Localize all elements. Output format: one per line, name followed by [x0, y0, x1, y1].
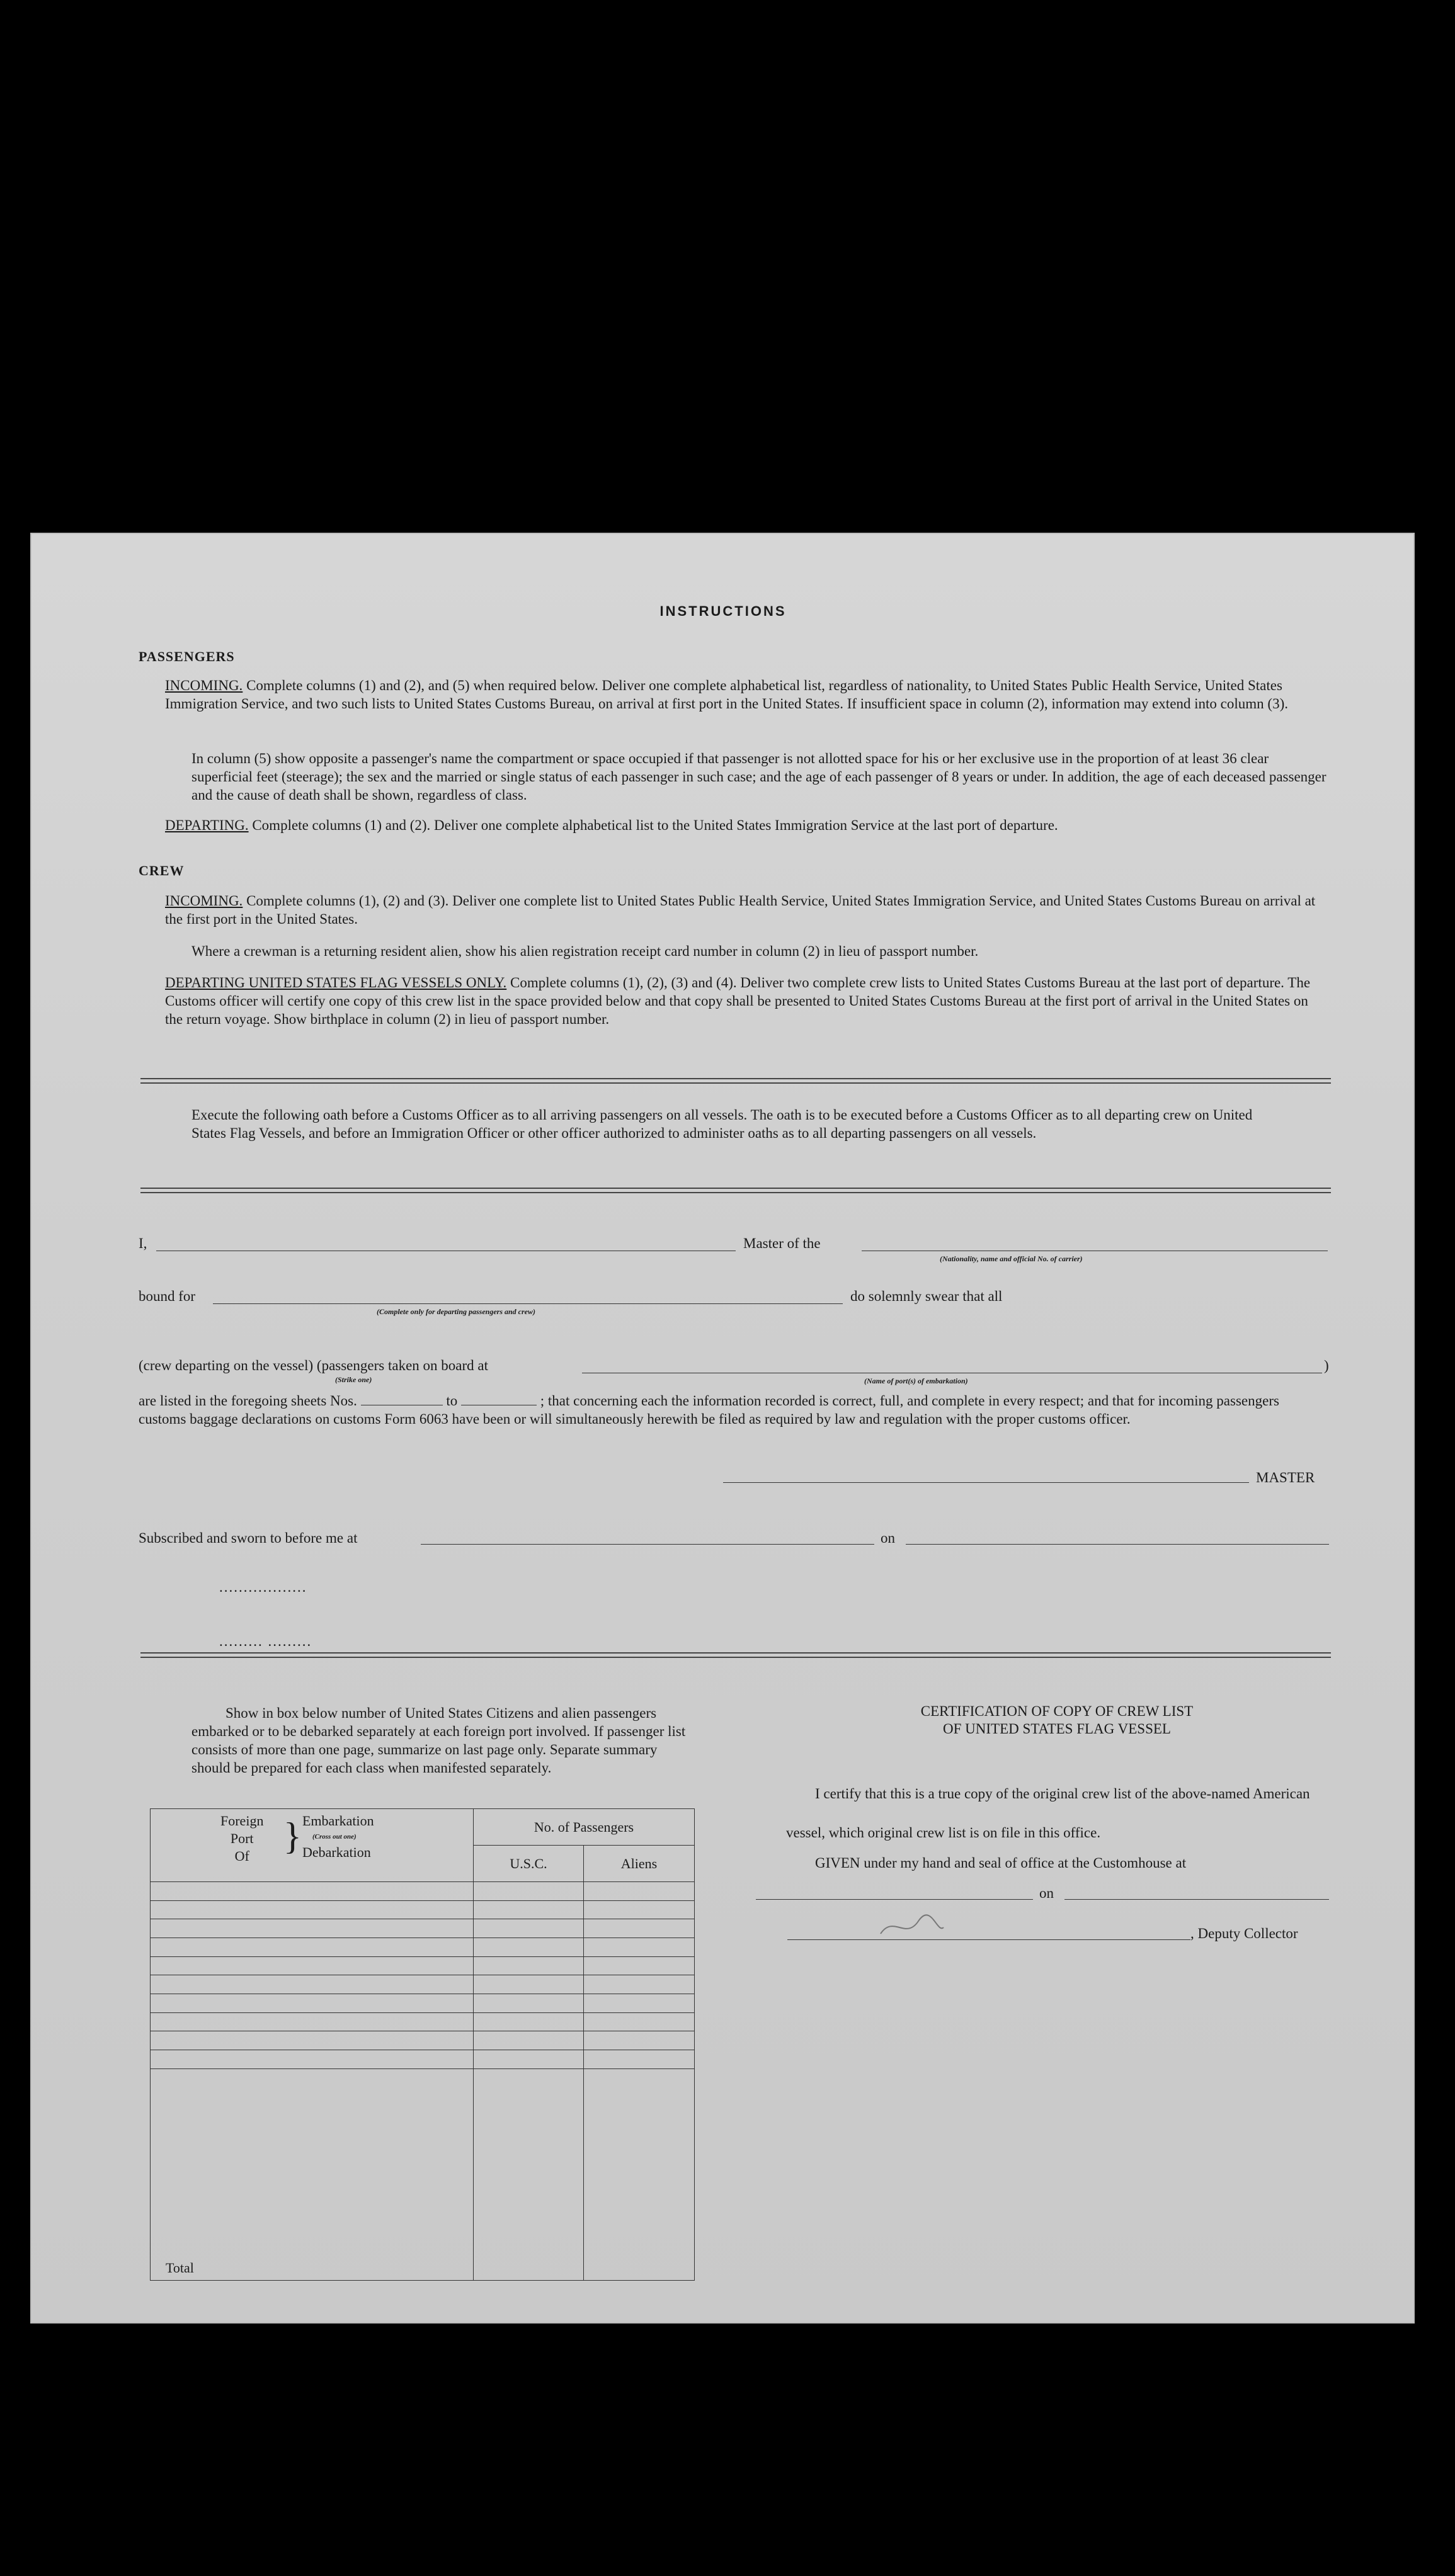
strike-note: (Strike one)	[335, 1375, 372, 1384]
port-cell[interactable]	[151, 2050, 474, 2069]
port-note: (Name of port(s) of embarkation)	[864, 1376, 968, 1385]
listed-text-b: ; that concerning each the information recorded is correct, full, and complete in every respect; and that for incoming passengers customs baggage declarations on customs Form 6063 have been or will simultaneously herewith be filed as required by law and regulation with the proper customs officer.	[139, 1393, 1279, 1427]
usc-cell[interactable]	[474, 1900, 584, 1919]
embarkation-label: Embarkation	[302, 1813, 374, 1829]
listed-text-a: are listed in the foregoing sheets Nos.	[139, 1393, 357, 1409]
certification-on-label: on	[1039, 1885, 1054, 1901]
passengers-departing-paragraph	[165, 816, 1327, 834]
aliens-cell[interactable]	[584, 1938, 695, 1957]
port-cell[interactable]	[151, 1882, 474, 1901]
port-cell[interactable]	[151, 1956, 474, 1975]
passengers-incoming-label: INCOMING.	[165, 678, 243, 693]
usc-cell[interactable]	[474, 2050, 584, 2069]
oath-instruction: Execute the following oath before a Customs Officer as to all arriving passengers on all vessels. The oath is to be executed before a Customs Officer as to all departing crew on United States Flag Vessels, and before an Immigration Officer or other officer authorized to administer oaths as to all departing passengers on all vessels.	[191, 1107, 1253, 1141]
cross-out-note: (Cross out one)	[312, 1833, 357, 1841]
port-header-cell	[151, 1809, 474, 1882]
crew-flag-paragraph	[165, 973, 1327, 1028]
aliens-cell[interactable]	[584, 2012, 695, 2031]
certify-text: I certify that this is a true copy of the original crew list of the above-named American vessel, which original crew list is on file in this office.	[786, 1786, 1310, 1841]
port-cell[interactable]	[151, 1919, 474, 1938]
usc-cell[interactable]	[474, 2012, 584, 2031]
crew-incoming-label: INCOMING.	[165, 893, 243, 909]
bound-for-field[interactable]	[213, 1303, 843, 1304]
box-instructions: Show in box below number of United States Citizens and alien passengers embarked or to be debarked separately at each foreign port involved. If passenger list consists of more than one page, summarize on last page only. Separate summary should be prepared for each class when manifested separately.	[191, 1705, 686, 1776]
certification-title-line1: CERTIFICATION OF COPY OF CREW LIST	[920, 1703, 1194, 1719]
crew-incoming-paragraph	[165, 892, 1327, 928]
usc-cell[interactable]	[474, 1919, 584, 1938]
usc-cell[interactable]	[474, 1882, 584, 1901]
nationality-note: (Nationality, name and official No. of carrier)	[940, 1254, 1083, 1263]
passengers-departing-text: Complete columns (1) and (2). Deliver one complete alphabetical list to the United States Immigration Service at the last port of departure.	[252, 817, 1058, 833]
master-label: MASTER	[1256, 1470, 1315, 1485]
debarkation-label: Debarkation	[302, 1844, 371, 1860]
divider-2	[140, 1188, 1331, 1193]
sworn-place-field[interactable]	[421, 1544, 874, 1545]
oath-i-label: I,	[139, 1235, 147, 1251]
table-row	[151, 1956, 695, 1975]
port-cell[interactable]	[151, 2012, 474, 2031]
table-row	[151, 2031, 695, 2050]
usc-cell[interactable]	[474, 1975, 584, 1994]
port-cell[interactable]	[151, 1900, 474, 1919]
certification-date-field[interactable]	[1064, 1899, 1329, 1900]
table-row	[151, 1975, 695, 1994]
port-cell[interactable]	[151, 1994, 474, 2013]
total-aliens-cell[interactable]	[584, 2068, 695, 2280]
crew-heading: CREW	[139, 863, 185, 878]
crew-flag-text: Complete columns (1), (2), (3) and (4). Deliver two complete crew lists to United States Customs Bureau at the last port of departure. The Customs officer will certify one copy of this crew list in the space provided below and that copy shall be presented to United States Customs Bureau at the first port of arrival in the United States on the return voyage. Show birthplace in column (2) in lieu of passport number.	[165, 975, 1311, 1027]
aliens-cell[interactable]	[584, 1919, 695, 1938]
no-passengers-header: No. of Passengers	[474, 1809, 695, 1846]
master-signature-field[interactable]	[723, 1482, 1249, 1483]
table-row	[151, 1882, 695, 1901]
certification-title	[780, 1703, 1334, 1738]
table-row	[151, 2050, 695, 2069]
page-title: INSTRUCTIONS	[659, 603, 787, 619]
crew-flag-label: DEPARTING UNITED STATES FLAG VESSELS ONLY.	[165, 975, 507, 990]
port-cell[interactable]	[151, 1938, 474, 1957]
close-paren: )	[1324, 1358, 1329, 1373]
listed-to: to	[446, 1393, 458, 1409]
crew-incoming-text: Complete columns (1), (2) and (3). Deliver one complete list to United States Public Health Service, United States Immigration Service, and United States Customs Bureau on arrival at the first port in the United States.	[165, 893, 1316, 927]
deputy-collector-label: , Deputy Collector	[1190, 1926, 1298, 1941]
table-row	[151, 1900, 695, 1919]
total-usc-cell[interactable]	[474, 2068, 584, 2280]
passengers-incoming-paragraph	[165, 676, 1327, 713]
dotted-signature-1: ..................	[219, 1579, 307, 1595]
crew-resident-paragraph: Where a crewman is a returning resident alien, show his alien registration receipt card number in column (2) in lieu of passport number.	[191, 943, 979, 959]
total-row	[151, 2068, 695, 2280]
passengers-heading: PASSENGERS	[139, 649, 235, 664]
usc-header: U.S.C.	[474, 1846, 584, 1882]
sworn-date-field[interactable]	[906, 1544, 1329, 1545]
table-row	[151, 1938, 695, 1957]
bound-for-label: bound for	[139, 1288, 196, 1304]
aliens-cell[interactable]	[584, 2050, 695, 2069]
usc-cell[interactable]	[474, 2031, 584, 2050]
divider-1	[140, 1078, 1331, 1084]
total-label: Total	[151, 2068, 474, 2280]
subscribed-label: Subscribed and sworn to before me at	[139, 1530, 358, 1546]
aliens-cell[interactable]	[584, 1956, 695, 1975]
usc-cell[interactable]	[474, 1956, 584, 1975]
passengers-incoming-text: Complete columns (1) and (2), and (5) when required below. Deliver one complete alphabetical list, regardless of nationality, to United States Public Health Service, United States Immigration Service, and two such lists to United States Customs Bureau, on arrival at first port in the United States. If insufficient space in column (2), information may extend into column (3).	[165, 678, 1288, 712]
passengers-column5-paragraph: In column (5) show opposite a passenger's name the compartment or space occupied if that passenger is not allotted space for his or her exclusive use in the proportion of at least 36 clear superficial feet (steerage); the sex and the married or single status of each passenger in such case; and the age of each passenger of 8 years or under. In addition, the age of each deceased passenger and the cause of death shall be shown, regardless of class.	[191, 751, 1327, 803]
table-row	[151, 2012, 695, 2031]
divider-3	[140, 1652, 1331, 1658]
bound-note: (Complete only for departing passengers and crew)	[377, 1307, 535, 1316]
deputy-signature-field[interactable]	[787, 1939, 1190, 1940]
foreign-label: Foreign	[220, 1813, 264, 1829]
sworn-on-label: on	[881, 1530, 895, 1546]
aliens-cell[interactable]	[584, 1882, 695, 1901]
given-text: GIVEN under my hand and seal of office at the Customhouse at	[815, 1855, 1187, 1871]
passenger-summary-table	[150, 1808, 695, 2281]
listed-paragraph	[139, 1392, 1329, 1428]
aliens-cell[interactable]	[584, 1900, 695, 1919]
ink-mark-icon	[874, 1909, 950, 1946]
aliens-cell[interactable]	[584, 1994, 695, 2013]
crew-departing-label: (crew departing on the vessel) (passengers taken on board at	[139, 1358, 488, 1373]
form-page	[30, 533, 1415, 2324]
table-row	[151, 1919, 695, 1938]
port-label: Port	[230, 1830, 254, 1846]
customhouse-field[interactable]	[756, 1899, 1033, 1900]
brace-icon: }	[283, 1815, 302, 1857]
aliens-cell[interactable]	[584, 2031, 695, 2050]
of-label: Of	[234, 1848, 249, 1864]
port-cell[interactable]	[151, 2031, 474, 2050]
certification-title-line2: OF UNITED STATES FLAG VESSEL	[943, 1721, 1171, 1737]
aliens-cell[interactable]	[584, 1975, 695, 1994]
port-cell[interactable]	[151, 1975, 474, 1994]
passengers-departing-label: DEPARTING.	[165, 817, 249, 833]
table-row	[151, 1994, 695, 2013]
aliens-header: Aliens	[584, 1846, 695, 1882]
dotted-signature-2: ......... .........	[219, 1633, 312, 1649]
usc-cell[interactable]	[474, 1938, 584, 1957]
usc-cell[interactable]	[474, 1994, 584, 2013]
swear-label: do solemnly swear that all	[850, 1288, 1003, 1304]
master-of-label: Master of the	[743, 1235, 821, 1251]
